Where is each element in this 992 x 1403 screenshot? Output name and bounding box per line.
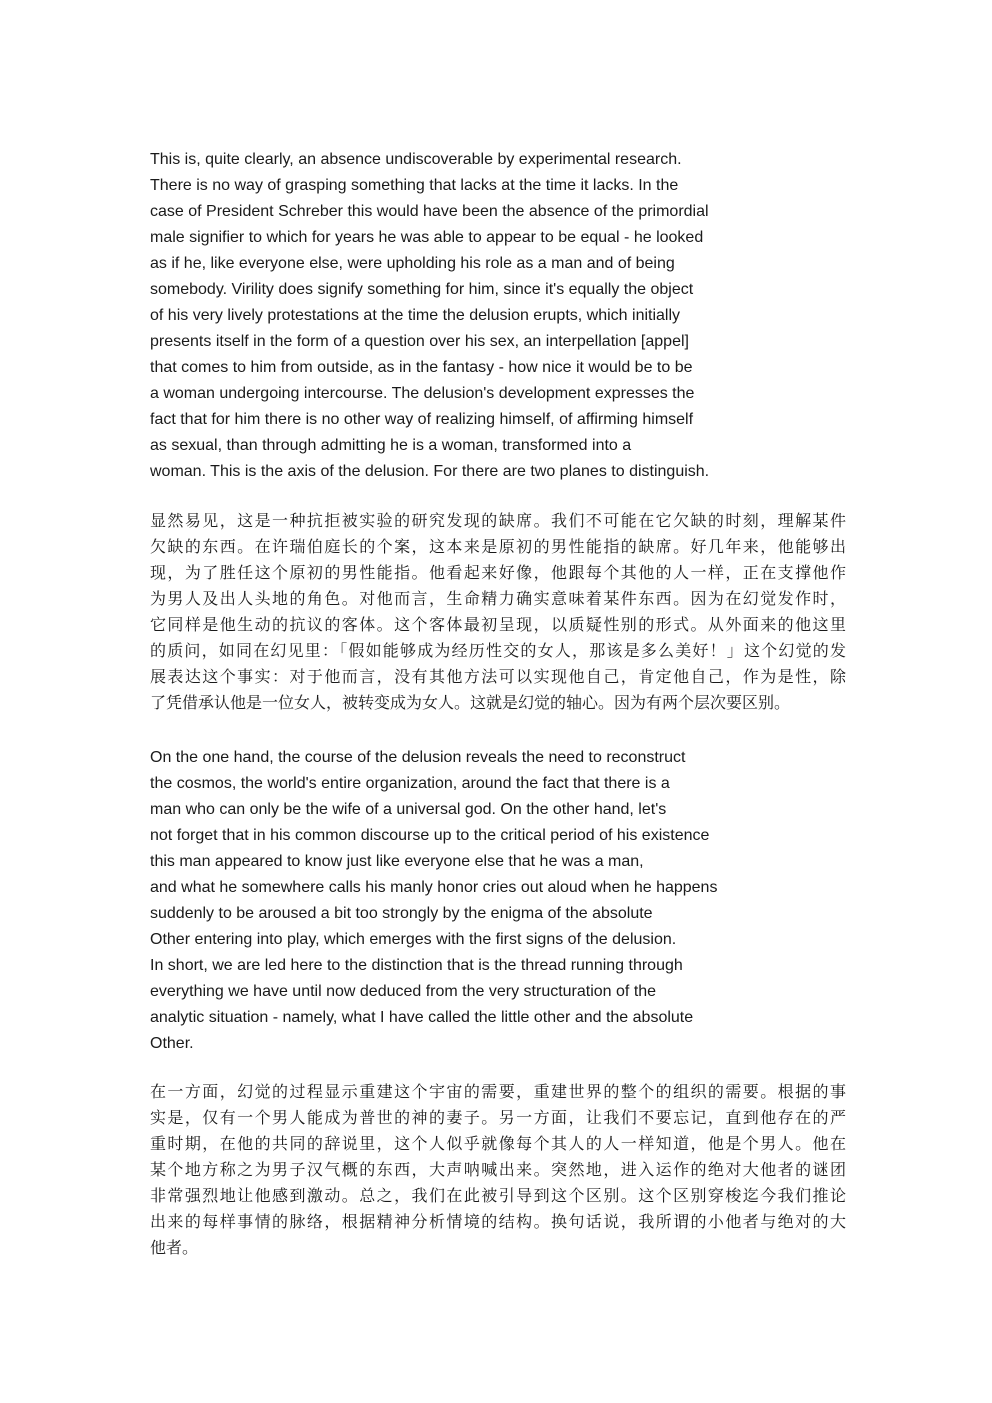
text-line: 非常强烈地让他感到激动。总之，我们在此被引导到这个区别。这个区别穿梭迄今我们推论: [150, 1186, 846, 1205]
text-line: not forget that in his common discourse up to the critical period of his existence: [150, 827, 710, 844]
paragraph-english-2: [150, 745, 850, 1057]
text-line: 实是，仅有一个男人能成为普世的神的妻子。另一方面，让我们不要忘记，直到他存在的严: [150, 1108, 846, 1127]
text-line: man who can only be the wife of a universal god. On the other hand, let's: [150, 801, 667, 818]
text-line: a woman undergoing intercourse. The delusion's development expresses the: [150, 385, 695, 402]
text-line: this man appeared to know just like everyone else that he was a man,: [150, 853, 644, 870]
text-line: and what he somewhere calls his manly honor cries out aloud when he happens: [150, 879, 718, 896]
text-line: 它同样是他生动的抗议的客体。这个客体最初呈现，以质疑性别的形式。从外面来的他这里: [150, 615, 846, 634]
text-line: 的质问，如同在幻见里：「假如能够成为经历性交的女人，那该是多么美好！」这个幻觉的发: [150, 641, 846, 660]
text-line: 欠缺的东西。在许瑞伯庭长的个案，这本来是原初的男性能指的缺席。好几年来，他能够出: [150, 537, 846, 556]
text-line: 他者。: [150, 1238, 199, 1257]
text-line: somebody. Virility does signify something for him, since it's equally the object: [150, 281, 694, 298]
text-line: fact that for him there is no other way of realizing himself, of affirming himself: [150, 411, 694, 428]
text-line: case of President Schreber this would have been the absence of the primordial: [150, 203, 709, 220]
text-line: that comes to him from outside, as in the fantasy - how nice it would be to be: [150, 359, 693, 376]
text-line: There is no way of grasping something that lacks at the time it lacks. In the: [150, 177, 679, 194]
text-line: 现，为了胜任这个原初的男性能指。他看起来好像，他跟每个其他的人一样，正在支撑他作: [150, 563, 846, 582]
text-line: 了凭借承认他是一位女人，被转变成为女人。这就是幻觉的轴心。因为有两个层次要区别。: [150, 693, 791, 712]
text-line: as sexual, than through admitting he is a woman, transformed into a: [150, 437, 632, 454]
text-line: male signifier to which for years he was able to appear to be equal - he looked: [150, 229, 704, 246]
text-line: 在一方面，幻觉的过程显示重建这个宇宙的需要，重建世界的整个的组织的需要。根据的事: [150, 1082, 846, 1101]
text-line: 为男人及出人头地的角色。对他而言，生命精力确实意味着某件东西。因为在幻觉发作时，: [150, 589, 846, 608]
text-line: analytic situation - namely, what I have called the little other and the absolute: [150, 1009, 694, 1026]
text-line: On the one hand, the course of the delusion reveals the need to reconstruct: [150, 749, 686, 766]
text-line: of his very lively protestations at the time the delusion erupts, which initially: [150, 307, 681, 324]
text-line: Other entering into play, which emerges with the first signs of the delusion.: [150, 931, 677, 948]
text-line: woman. This is the axis of the delusion. For there are two planes to distinguish.: [150, 463, 710, 480]
paragraph-chinese-2: [150, 1079, 846, 1261]
text-line: everything we have until now deduced from the very structuration of the: [150, 983, 657, 1000]
text-line: This is, quite clearly, an absence undiscoverable by experimental research.: [150, 151, 682, 168]
text-line: presents itself in the form of a question over his sex, an interpellation [appel]: [150, 333, 689, 350]
text-line: as if he, like everyone else, were upholding his role as a man and of being: [150, 255, 675, 272]
text-line: 某个地方称之为男子汉气概的东西，大声呐喊出来。突然地，进入运作的绝对大他者的谜团: [150, 1160, 846, 1179]
text-line: 重时期，在他的共同的辞说里，这个人似乎就像每个其人的人一样知道，他是个男人。他在: [150, 1134, 846, 1153]
text-line: 出来的每样事情的脉络，根据精神分析情境的结构。换句话说，我所谓的小他者与绝对的大: [150, 1212, 846, 1231]
text-line: suddenly to be aroused a bit too strongly by the enigma of the absolute: [150, 905, 653, 922]
text-line: 显然易见，这是一种抗拒被实验的研究发现的缺席。我们不可能在它欠缺的时刻，理解某件: [150, 511, 846, 530]
text-line: the cosmos, the world's entire organization, around the fact that there is a: [150, 775, 670, 792]
text-line: Other.: [150, 1035, 194, 1052]
paragraph-chinese-1: [150, 508, 846, 716]
paragraph-english-1: [150, 147, 850, 485]
text-line: In short, we are led here to the distinction that is the thread running through: [150, 957, 683, 974]
text-line: 展表达这个事实：对于他而言，没有其他方法可以实现他自己，肯定他自己，作为是性，除: [150, 667, 846, 686]
